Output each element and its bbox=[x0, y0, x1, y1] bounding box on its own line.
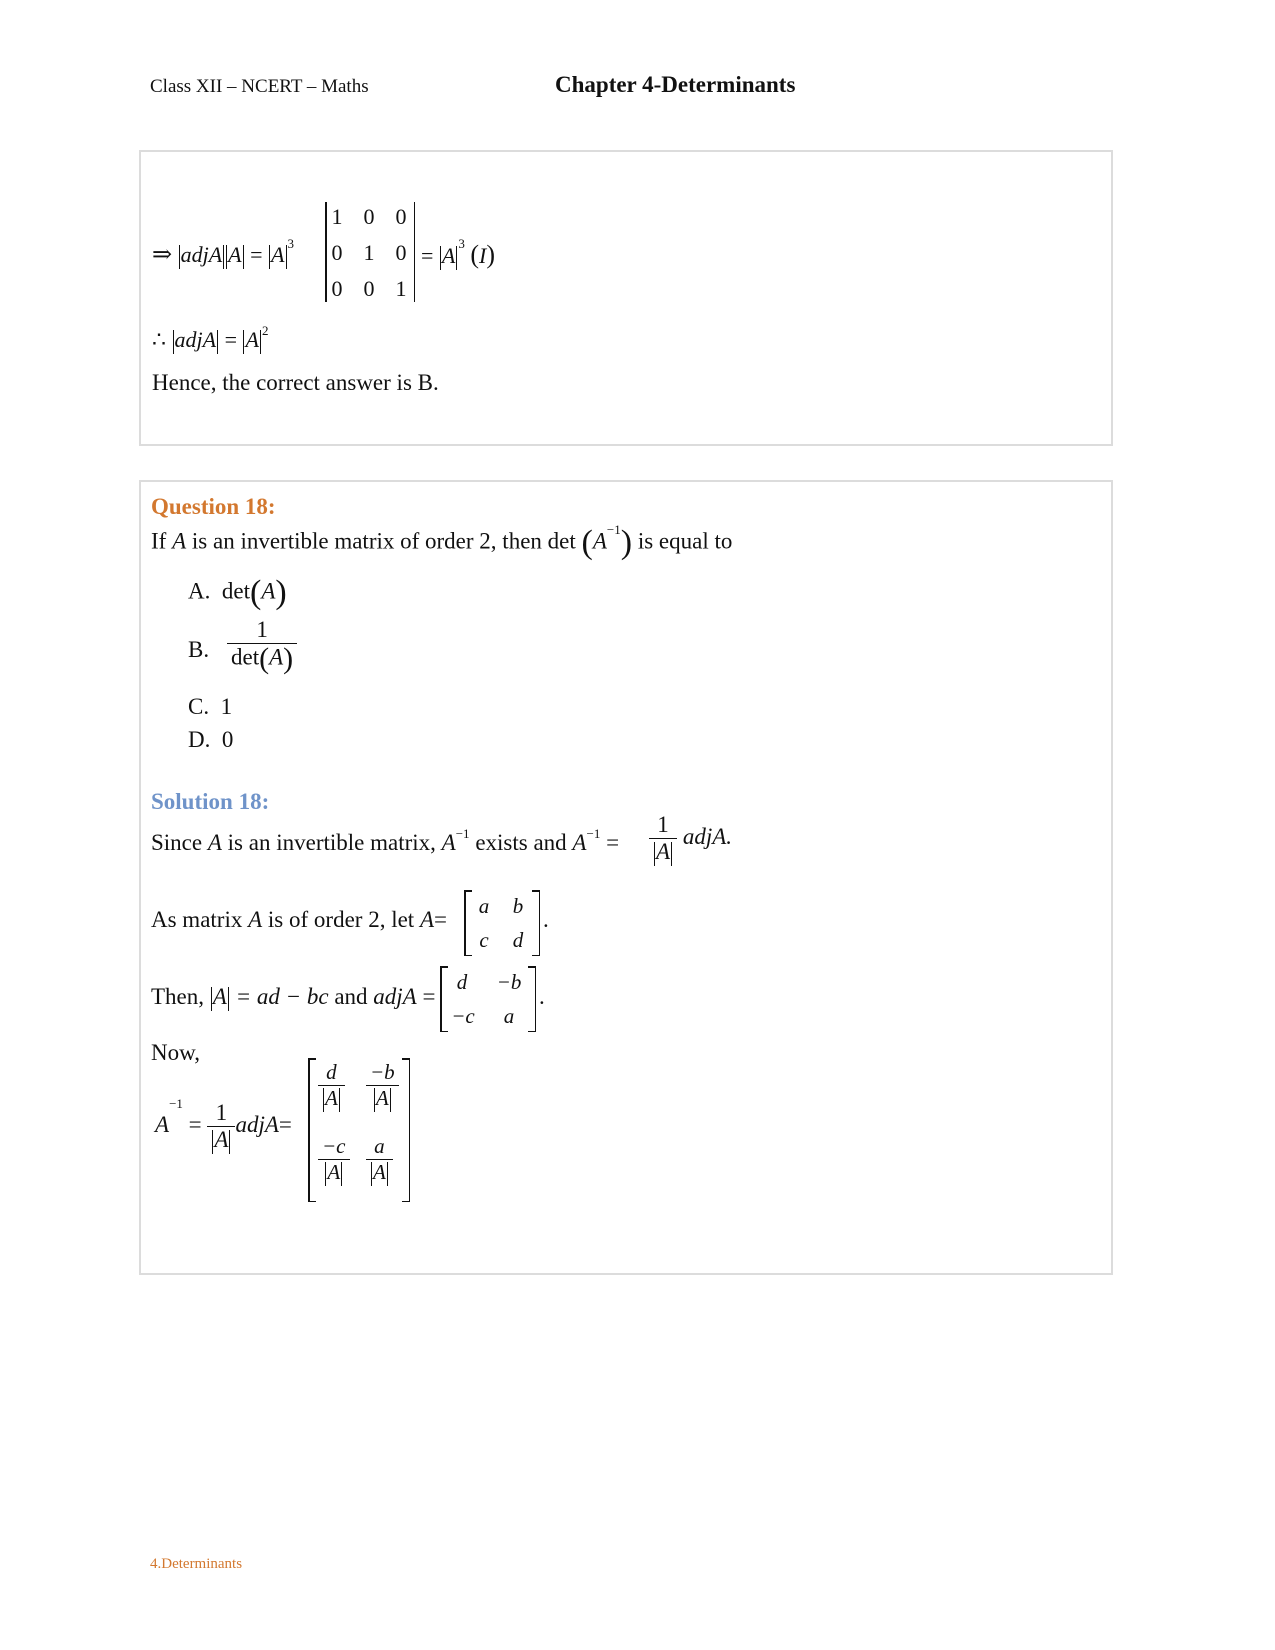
question-text-mid: is an invertible matrix of order 2, then det bbox=[191, 528, 576, 554]
equals-sign: = bbox=[188, 1112, 202, 1138]
equals-sign: = bbox=[606, 830, 620, 855]
adj-a-text: adjA bbox=[174, 327, 217, 352]
fraction-numerator: −c bbox=[322, 1134, 346, 1158]
fraction-numerator: d bbox=[326, 1060, 337, 1084]
matrix-cell: −b bbox=[496, 970, 522, 994]
matrix-cell: 0 bbox=[363, 204, 375, 229]
a-var: A bbox=[441, 243, 456, 268]
a-var: A bbox=[325, 1086, 338, 1110]
a-var: A bbox=[245, 327, 259, 352]
inverse-cell-11 bbox=[318, 1060, 345, 1112]
final-expression bbox=[155, 1096, 292, 1154]
inverse-exponent: −1 bbox=[455, 826, 470, 841]
question-text-start: If bbox=[151, 528, 167, 554]
a-var: A bbox=[269, 644, 284, 670]
question-text: If A is an invertible matrix of order 2, then $\det (A^{-1})$ is equal to bbox=[151, 522, 733, 561]
adj-a-text: adjA bbox=[373, 984, 417, 1009]
det-text: det bbox=[231, 644, 260, 670]
identity-determinant bbox=[325, 202, 415, 302]
exists-text: exists and bbox=[475, 830, 567, 855]
option-b-fraction: $\frac{1}{\det(A)}$ bbox=[227, 617, 297, 674]
a-var: A bbox=[572, 830, 587, 855]
matrix-cell: 1 bbox=[363, 240, 375, 265]
a-var: A bbox=[248, 907, 263, 932]
a-var: A bbox=[373, 1160, 386, 1184]
option-c-value: 1 bbox=[220, 694, 233, 719]
identity-result: = A $^3$ (I) bbox=[421, 236, 496, 269]
solution-line-2 bbox=[151, 907, 447, 933]
option-c bbox=[188, 694, 232, 720]
matrix-cell: a bbox=[478, 894, 490, 918]
matrix-cell: 0 bbox=[395, 240, 407, 265]
matrix-cell: 1 bbox=[395, 276, 407, 301]
a-var: A bbox=[261, 578, 276, 604]
header-chapter-title: Chapter 4-Determinants bbox=[555, 72, 796, 97]
inverse-cell-12 bbox=[366, 1060, 399, 1112]
option-a: A. det(A) bbox=[188, 574, 287, 611]
adj-square-result bbox=[152, 323, 269, 354]
option-d-label: D. bbox=[188, 727, 211, 752]
equals-sign: = bbox=[422, 984, 436, 1009]
solution-heading: Solution 18: bbox=[151, 789, 270, 814]
inverse-exponent: −1 bbox=[586, 826, 601, 841]
adj-a-text: adjA bbox=[235, 1112, 279, 1138]
option-c-label: C. bbox=[188, 694, 210, 719]
question-text-end: is equal to bbox=[637, 528, 733, 554]
since-text: Since bbox=[151, 830, 203, 855]
question-heading: Question 18: bbox=[151, 494, 276, 519]
therefore-symbol: ∴ bbox=[152, 327, 166, 352]
matrix-cell: b bbox=[512, 894, 524, 918]
inverse-cell-21 bbox=[318, 1134, 350, 1186]
a-var: A bbox=[592, 528, 607, 554]
a-var: A bbox=[656, 839, 671, 864]
implies-symbol: ⇒ bbox=[152, 242, 173, 268]
inverse-exponent: −1 bbox=[606, 522, 621, 537]
cube-exponent: 3 bbox=[458, 236, 465, 251]
a-var: A bbox=[271, 242, 285, 267]
a-var: A bbox=[212, 984, 227, 1009]
equals-sign: = bbox=[434, 907, 447, 932]
matrix-cell: 0 bbox=[395, 204, 407, 229]
det-text: det bbox=[221, 578, 250, 604]
footer-chapter-label: 4.Determinants bbox=[150, 1556, 243, 1572]
matrix-inverse bbox=[308, 1058, 410, 1202]
equals-sign: = bbox=[250, 242, 263, 267]
a-var: A bbox=[441, 830, 456, 855]
adj-a-text: adjA bbox=[180, 242, 223, 267]
matrix-cell: c bbox=[479, 928, 489, 952]
now-text: Now, bbox=[151, 1040, 200, 1065]
answer-17-box bbox=[139, 150, 1113, 446]
matrix-cell: d bbox=[512, 928, 524, 952]
and-text: and bbox=[334, 984, 368, 1009]
fraction-numerator: 1 bbox=[657, 812, 669, 837]
adj-determinant-equation bbox=[152, 236, 294, 269]
a-var: A bbox=[327, 1160, 341, 1184]
matrix-cell: a bbox=[503, 1004, 515, 1028]
then-text: Then, bbox=[151, 984, 205, 1009]
inverse-fraction bbox=[649, 812, 732, 866]
matrix-cell: 0 bbox=[363, 276, 375, 301]
as-matrix-text: As matrix bbox=[151, 907, 243, 932]
equals-sign: = bbox=[224, 327, 237, 352]
matrix-cell: d bbox=[456, 970, 468, 994]
matrix-cell: 0 bbox=[331, 240, 343, 265]
invertible-text: is an invertible matrix, bbox=[227, 830, 436, 855]
a-var: A bbox=[375, 1086, 389, 1110]
matrix-cell: −c bbox=[451, 1004, 475, 1028]
question-18-box: Question 18: If A is an invertible matrix of order 2, then $\det (A^{-1})$ is equal to A. det(A) B. $\frac{1}{\det(A)}$ C. 1 D. 0 Solution 18: Since A is an invertible matrix, $A^{-1}$ exists and $A^{-1}$ = $\frac{1}{A}$ adjA. As matrix A is of order 2, let A= a b c d . Then, A = ad − bc and adjA = d −b −c a . Now, $A^{-1}$ = $\frac{1}{A}$ adjA= $\frac{d}{A}$ $\frac{-b}{A}$ $\frac{-c}{A}$ $\frac{a}{A}$ bbox=[139, 480, 1113, 1275]
solution-line-1 bbox=[151, 826, 620, 856]
a-var: A bbox=[419, 907, 434, 932]
fraction-numerator: 1 bbox=[256, 617, 268, 642]
matrix-cell: 0 bbox=[331, 276, 343, 301]
header-class-label: Class XII – NCERT – Maths bbox=[150, 76, 369, 97]
a-var: A bbox=[172, 528, 187, 554]
equals-sign: = bbox=[278, 1112, 292, 1138]
answer-conclusion: Hence, the correct answer is B. bbox=[152, 370, 439, 395]
solution-line-3 bbox=[151, 984, 435, 1011]
order-text: is of order 2, let bbox=[267, 907, 415, 932]
option-a-label: A. bbox=[188, 578, 211, 604]
identity-var: I bbox=[479, 243, 487, 268]
fraction-numerator: a bbox=[374, 1134, 385, 1158]
fraction-numerator: −b bbox=[370, 1060, 395, 1084]
a-var: A bbox=[155, 1112, 170, 1138]
a-var: A bbox=[207, 830, 222, 855]
a-var: A bbox=[214, 1127, 229, 1152]
equals-sign: = bbox=[421, 243, 434, 268]
square-exponent: 2 bbox=[261, 323, 269, 338]
fraction-numerator: 1 bbox=[215, 1100, 228, 1125]
matrix-adj-a bbox=[440, 966, 536, 1032]
option-d-value: 0 bbox=[221, 727, 234, 752]
matrix-cell: 1 bbox=[331, 204, 343, 229]
cube-exponent: 3 bbox=[287, 236, 294, 251]
determinant-value: = ad − bc bbox=[235, 984, 329, 1009]
inverse-cell-22 bbox=[366, 1134, 393, 1186]
a-var: A bbox=[228, 242, 242, 267]
adj-a-text: adjA. bbox=[682, 824, 733, 850]
matrix-a bbox=[464, 890, 540, 956]
inverse-exponent: −1 bbox=[169, 1096, 183, 1111]
option-b-label: B. bbox=[188, 637, 210, 662]
option-d bbox=[188, 727, 233, 753]
